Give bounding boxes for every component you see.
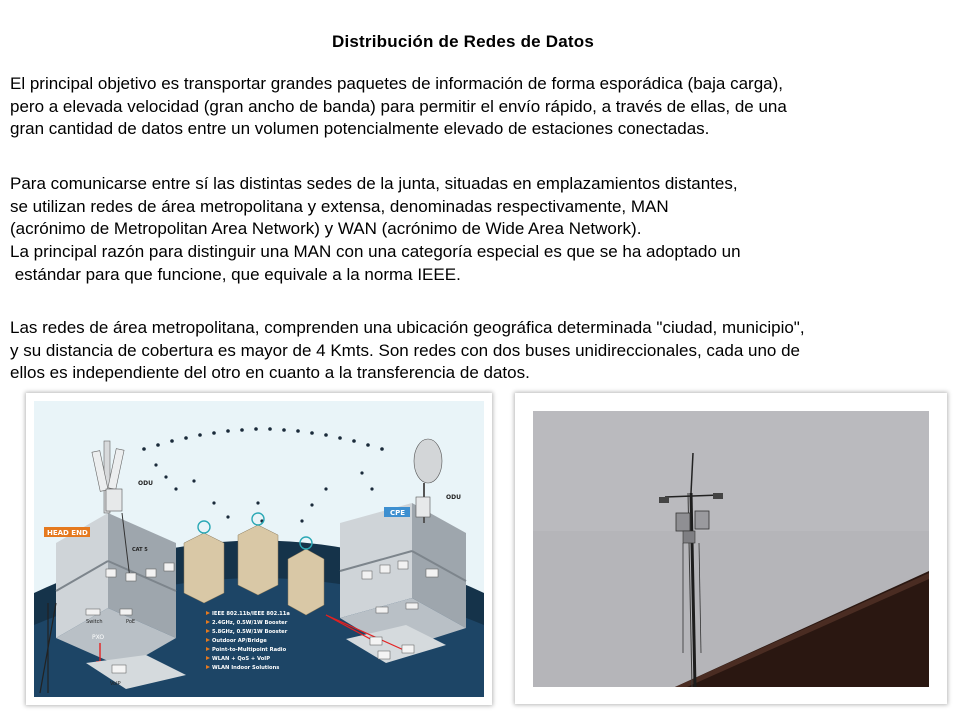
antenna-photo bbox=[515, 393, 947, 704]
text-line: gran cantidad de datos entre un volumen potencialmente elevado de estaciones conectadas. bbox=[10, 119, 710, 139]
paragraph-man-wan bbox=[10, 173, 950, 287]
switch-label: Switch bbox=[86, 619, 103, 625]
network-diagram-figure bbox=[26, 393, 492, 705]
odu-right-label: ODU bbox=[446, 494, 461, 501]
text-line: Las redes de área metropolitana, comprenden una ubicación geográfica determinada "ciudad, municipio", bbox=[10, 318, 805, 337]
cpe-label: CPE bbox=[390, 509, 406, 517]
paragraph-objective bbox=[10, 73, 950, 141]
feature-item: IEEE 802.11b/IEEE 802.11a bbox=[212, 611, 290, 617]
text-line: estándar para que funcione, que equivale a la norma IEEE. bbox=[10, 264, 461, 284]
network-diagram bbox=[26, 393, 492, 705]
pxo-label: PXO bbox=[92, 634, 105, 641]
feature-item: WLAN Indoor Solutions bbox=[212, 665, 280, 671]
text-line: pero a elevada velocidad (gran ancho de banda) para permitir el envío rápido, a través de ellas, de una bbox=[10, 96, 787, 116]
antenna-photo-figure bbox=[515, 393, 947, 704]
paragraph-metropolitan bbox=[10, 317, 950, 385]
head-end-label: HEAD END bbox=[47, 529, 88, 537]
odu-left-label: ODU bbox=[138, 480, 153, 487]
feature-item: Outdoor AP/Bridge bbox=[212, 638, 267, 644]
cat5-label: CAT 5 bbox=[132, 547, 148, 553]
page-title: Distribución de Redes de Datos bbox=[332, 32, 594, 51]
text-line: ellos es independiente del otro en cuanto a la transferencia de datos. bbox=[10, 363, 530, 383]
feature-item: WLAN + QoS + VoIP bbox=[212, 656, 271, 662]
poe-label: PoE bbox=[126, 619, 136, 625]
voip-label: VoIP bbox=[110, 681, 121, 687]
text-line: (acrónimo de Metropolitan Area Network) y WAN (acrónimo de Wide Area Network). bbox=[10, 219, 642, 239]
text-line: El principal objetivo es transportar grandes paquetes de información de forma esporádica (baja carga), bbox=[10, 74, 783, 93]
text-line: La principal razón para distinguir una MAN con una categoría especial es que se ha adoptado un bbox=[10, 242, 741, 262]
feature-item: Point-to-Multipoint Radio bbox=[212, 647, 287, 653]
feature-item: 2.4GHz, 0.5W/1W Booster bbox=[212, 620, 288, 626]
text-line: se utilizan redes de área metropolitana y extensa, denominadas respectivamente, MAN bbox=[10, 196, 669, 216]
feature-item: 5.8GHz, 0.5W/1W Booster bbox=[212, 629, 288, 635]
text-line: y su distancia de cobertura es mayor de 4 Kmts. Son redes con dos buses unidireccionales, cada uno de bbox=[10, 340, 801, 360]
text-line: Para comunicarse entre sí las distintas sedes de la junta, situadas en emplazamientos distantes, bbox=[10, 174, 738, 193]
